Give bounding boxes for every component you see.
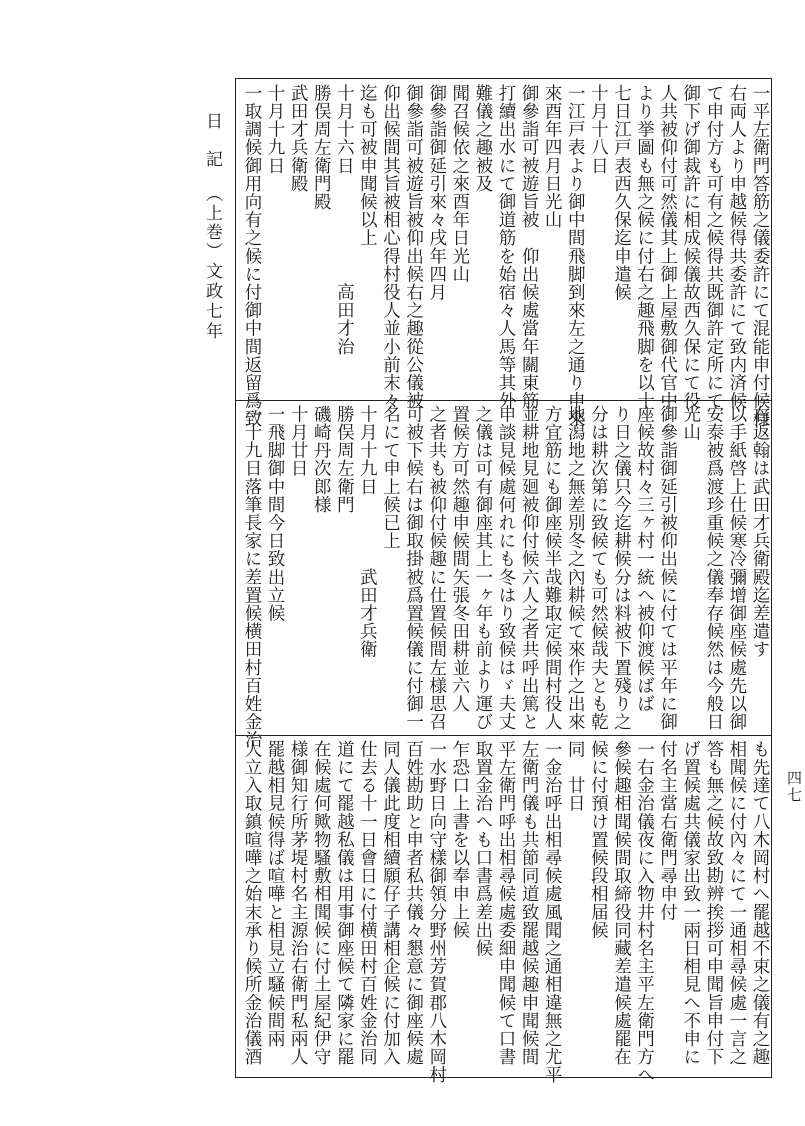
text-column: 候に付預け置候段相届候 — [588, 740, 609, 940]
running-header-volume: （上巻） — [202, 185, 222, 261]
text-column: 左衛門儀も共節同道致罷越候趣申聞候間 — [519, 740, 540, 1066]
text-column: 安泰被爲渡珍重候之儀奉存候然は今般日 — [703, 405, 724, 731]
text-column: 取置金治へも口書爲差出候 — [472, 740, 493, 958]
text-block-upper — [241, 84, 770, 428]
text-column: 一金治呼出相尋候處風聞之通相違無之尤平 — [542, 740, 563, 1084]
text-column: 打續出水にて御道筋を始宿々人馬等其外 — [495, 84, 516, 410]
text-column: 申談見候處何れにも冬はり致候はゞ夫丈 — [495, 405, 516, 731]
text-column: て申付方も可有之候得共既御許定所にて — [703, 84, 724, 410]
text-column: 一十九日落筆長家に差置候横田村百姓金治 — [241, 405, 262, 749]
text-block-lower — [241, 740, 770, 1084]
text-column: 一江戸表より御中間飛脚到來左之通り申來 — [565, 84, 586, 428]
text-column: 難儀之趣被及 — [472, 84, 493, 193]
text-column: 以手紙啓上仕候寒冷彌增御座候處先以御 — [726, 405, 747, 731]
text-column: 右返翰は武田才兵衛殿迄差遣す — [750, 405, 770, 659]
text-column: 迄も可被申聞候以上 — [357, 84, 378, 247]
text-column: 並耕地見廻被仰付候六人之者共呼出篤と — [519, 405, 540, 731]
running-header-title: 日 記 — [202, 112, 222, 169]
text-column: げ置候處共儀家出致一兩日相見へ不申に — [680, 740, 701, 1066]
text-column: 一取調候御用向有之候に付御中間返留爲致 — [241, 84, 262, 428]
text-column: 一飛脚御中間今日致出立候 — [265, 405, 286, 623]
text-column: 様御知行所茅堤村名主源治右衛門私兩人 — [288, 740, 309, 1066]
text-column: 十月廿日 — [288, 405, 309, 478]
text-column: 右両人より申越候得共委許にて致内済候 — [726, 84, 747, 410]
text-column: 十月十九日 武田才兵衛 — [357, 405, 378, 659]
text-column: 仕去る十一日會日に付横田村百姓金治同 — [357, 740, 378, 1066]
running-header-era: 文政七年 — [202, 262, 222, 342]
text-column: 聞召候依之來酉年日光山 — [449, 84, 470, 284]
text-column: 可被下候右は御取掛被爲置候儀に付御一 — [403, 405, 424, 731]
text-column: 相聞候に付內々にて一通相尋候處一言之 — [726, 740, 747, 1066]
text-column: より挙圖も無之候に付右之趣飛脚を以十 — [634, 84, 655, 410]
text-column: 方宜筋にも御座候半哉難取定候間村役人 — [542, 405, 563, 731]
text-column: 光山 — [680, 405, 701, 442]
text-block-middle — [241, 405, 770, 749]
text-column: 平左衛門呼出相尋候處委細申聞候て口書 — [495, 740, 516, 1066]
text-column: 御參詣御延引被仰出候に付ては平年に御 — [657, 405, 678, 731]
text-column: 道にて罷越私儀は用事御座候て隣家に罷 — [334, 740, 355, 1066]
text-column: 名にて申上候已上 — [380, 405, 401, 550]
text-column: 十月十八日 — [588, 84, 609, 175]
text-column: 十月十九日 — [265, 84, 286, 175]
text-column: 磯崎丹次郎様 — [311, 405, 332, 514]
text-column: 置候方可然趣申候間矢張冬田耕並六人 — [449, 405, 470, 713]
text-column: 一水野日向守樣御領分野州芳賀郡八木岡村 — [426, 740, 447, 1084]
text-column: 御下げ御裁許に相成候儀故西久保にて役 — [680, 84, 701, 410]
text-column: 參候趣相聞候間取締役同藏差遣候處罷在 — [611, 740, 632, 1066]
text-column: 御參詣可被遊旨被 仰出候處當年關東筋 — [519, 84, 540, 410]
text-column: 勝俣周左衛門殿 — [311, 84, 332, 211]
text-column: 座候故村々三ヶ村一統へ被仰渡候ばば — [634, 405, 655, 713]
text-column: 勝俣周左衛門 — [334, 405, 355, 514]
text-column: 御參詣可被遊旨被仰出候右之趣從公儀被 — [403, 84, 424, 410]
text-column: 一右金治儀夜に入物井村名主平左衛門方へ — [634, 740, 655, 1084]
text-column: 同人儀此度相續願仔子講相企候に付加入 — [380, 740, 401, 1066]
text-column: 一平左衛門答筋之儀委許にて混能申付候様 — [750, 84, 770, 428]
text-column: 七日江戸表西久保迄申遣候 — [611, 84, 632, 302]
page-number: 四七 — [785, 770, 803, 804]
text-column: 罷越相見候得ば喧嘩と相見立騷候間兩 — [265, 740, 286, 1048]
text-column: 之者共も被仰付候趣に仕置候間左様思召 — [426, 405, 447, 731]
text-column: 在候處何歟物騷敷相聞候に付土屋紀伊守 — [311, 740, 332, 1066]
text-column: 之儀は可有御座其上一ヶ年も前より運び — [472, 405, 493, 731]
text-column: 答も無之候故致勘辨挨拶可申聞旨申付下 — [703, 740, 724, 1066]
text-column: 御參詣御延引來々戌年四月 — [426, 84, 447, 302]
text-column: 地潟地之無差別冬之內耕候て來作之出來 — [565, 405, 586, 731]
text-column: 十月十六日 高田才治 — [334, 84, 355, 356]
text-column: 人立入取鎮喧嘩之始末承り候所金治儀酒 — [241, 740, 262, 1066]
text-column: 人共被仰付可然儀其上御上屋敷御代官中 — [657, 84, 678, 410]
text-column: 仰出候間其旨被相心得村役人並小前末々 — [380, 84, 401, 410]
text-column: 付名主當右衛門尋申付 — [657, 740, 678, 921]
text-column: 同 廿日 — [565, 740, 586, 813]
text-column: 百姓勘助と申者私共儀々懇意に御座候處 — [403, 740, 424, 1066]
text-column: も先達て八木岡村へ罷越不束之儀有之趣 — [750, 740, 770, 1066]
text-column: 武田才兵衛殿 — [288, 84, 309, 193]
section-divider — [236, 735, 771, 736]
text-column: り日之儀只今迄耕候分は料被下置殘り之 — [611, 405, 632, 731]
text-column: 乍恐口上書を以奉申上候 — [449, 740, 470, 940]
text-column: 分は耕次第に致候ても可然候哉夫とも乾 — [588, 405, 609, 731]
text-column: 來酉年四月日光山 — [542, 84, 563, 229]
